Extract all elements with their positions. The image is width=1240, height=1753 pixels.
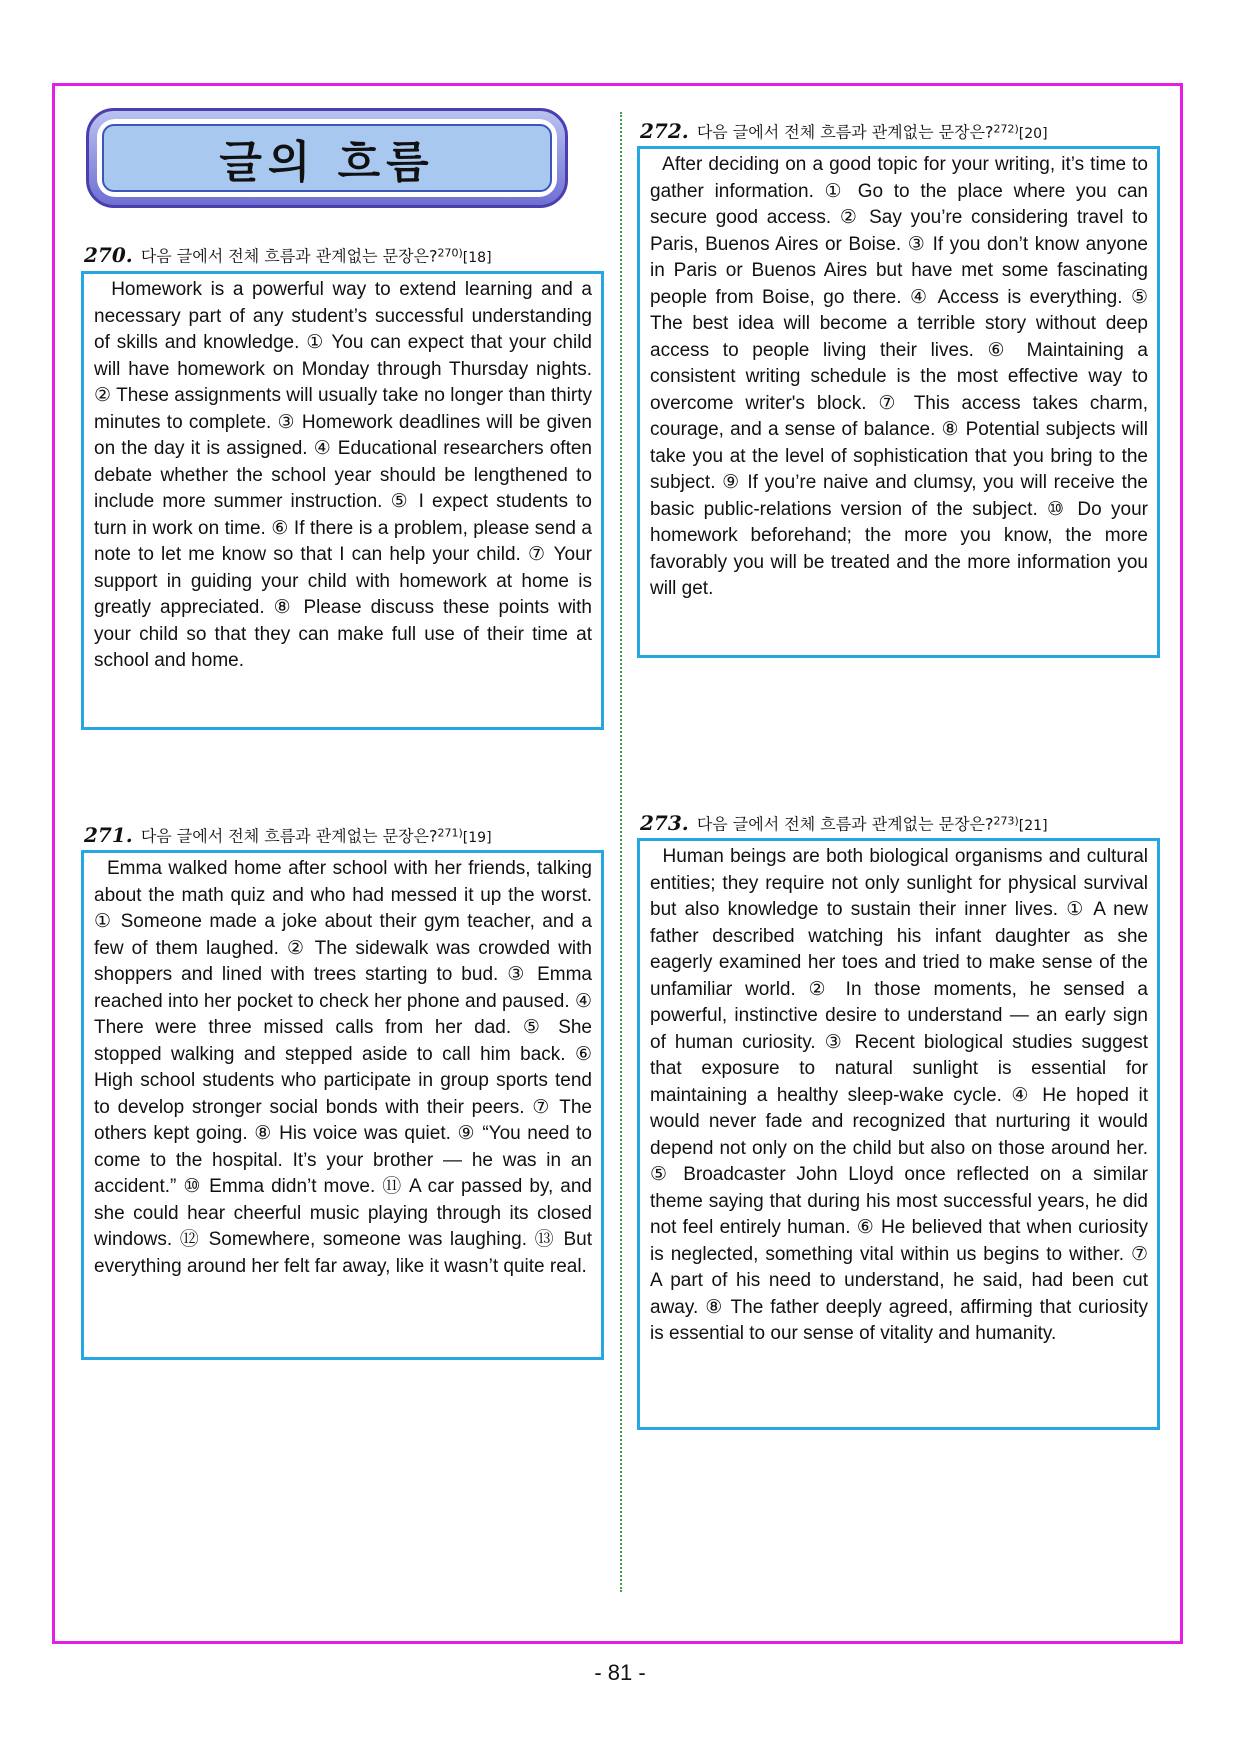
section-title: 글의 흐름 — [219, 137, 435, 188]
question-reference — [993, 814, 1048, 834]
question-273-header — [640, 810, 1048, 837]
footnote-marker: 272) — [993, 122, 1019, 135]
question-prompt: 다음 글에서 전체 흐름과 관계없는 문장은? — [696, 122, 994, 142]
question-number: 272. — [640, 118, 689, 143]
banner-inner — [97, 119, 557, 197]
question-reference — [437, 246, 492, 266]
footnote-marker: 273) — [993, 814, 1019, 827]
question-272-header — [640, 118, 1048, 145]
source-tag: [20] — [1018, 125, 1048, 142]
section-title-banner — [86, 108, 568, 208]
question-273-passage: Human beings are both biological organisms and cultural entities; they require not only sunlight for physical survival but also knowledge to sustain their inner lives. ① A new father described watching his infant daughter as she eagerly examined her toes and tried to make sense of the unfamiliar world. ② In those moments, he sensed a powerful, instinctive desire to understand — an early sign of human curiosity. ③ Recent biological studies suggest that exposure to natural sunlight is essential for maintaining a healthy sleep-wake cycle. ④ He hoped it would never fade and recognized that nurturing it would depend not only on the child but also on those around her. ⑤ Broadcaster John Lloyd once reflected on a similar theme saying that during his most successful years, he did not feel entirely human. ⑥ He believed that when curiosity is neglected, something vital within us begins to wither. ⑦ A part of his need to understand, he said, had been cut away. ⑧ The father deeply agreed, affirming that curiosity is essential to our sense of vitality and humanity. — [637, 838, 1160, 1430]
question-272-passage: After deciding on a good topic for your writing, it’s time to gather information. ① Go to the place where you can secure good access. ② Say you’re considering travel to Paris, Buenos Aires or Boise. ③ If you don’t know anyone in Paris or Buenos Aires but have met some fascinating people from Boise, go there. ④ Access is everything. ⑤ The best idea will become a terrible story without deep access to people living their lives. ⑥ Maintaining a consistent writing schedule is the most effective way to overcome writer's block. ⑦ This access takes charm, courage, and a sense of balance. ⑧ Potential subjects will take you at the level of sophistication that you bring to the subject. ⑨ If you’re naive and clumsy, you will receive the basic public-relations version of the subject. ⑩ Do your homework beforehand; the more you know, the more favorably you will be treated and the more information you will get. — [637, 146, 1160, 658]
question-271-passage: Emma walked home after school with her friends, talking about the math quiz and who had messed it up the worst. ① Someone made a joke about their gym teacher, and a few of them laughed. ② The sidewalk was crowded with shoppers and lined with trees starting to bud. ③ Emma reached into her pocket to check her phone and paused. ④ There were three missed calls from her dad. ⑤ She stopped walking and stepped aside to call him back. ⑥ High school students who participate in group sports tend to develop stronger social bonds with their peers. ⑦ The others kept going. ⑧ His voice was quiet. ⑨ “You need to come to the hospital. It’s your brother — he was in an accident.” ⑩ Emma didn’t move. ⑪ A car passed by, and she could hear cheerful music playing through its closed windows. ⑫ Somewhere, someone was laughing. ⑬ But everything around her felt far away, like it wasn’t quite real. — [81, 850, 604, 1360]
question-reference — [437, 826, 492, 846]
question-prompt: 다음 글에서 전체 흐름과 관계없는 문장은? — [696, 814, 994, 834]
footnote-marker: 271) — [437, 826, 463, 839]
question-number: 270. — [84, 242, 133, 267]
source-tag: [19] — [462, 829, 492, 846]
column-divider — [620, 112, 622, 1592]
question-270-header — [84, 242, 492, 269]
page-number: - 81 - — [594, 1660, 646, 1685]
question-reference — [993, 122, 1048, 142]
source-tag: [18] — [462, 249, 492, 266]
question-271-header — [84, 822, 492, 849]
banner-core — [102, 124, 552, 192]
question-270-passage: Homework is a powerful way to extend learning and a necessary part of any student’s successful understanding of skills and knowledge. ① You can expect that your child will have homework on Monday through Thursday nights. ② These assignments will usually take no longer than thirty minutes to complete. ③ Homework deadlines will be given on the day it is assigned. ④ Educational researchers often debate whether the school year should be lengthened to include more summer instruction. ⑤ I expect students to turn in work on time. ⑥ If there is a problem, please send a note to let me know so that I can help your child. ⑦ Your support in guiding your child with homework at home is greatly appreciated. ⑧ Please discuss these points with your child so that they can make full use of their time at school and home. — [81, 271, 604, 730]
question-prompt: 다음 글에서 전체 흐름과 관계없는 문장은? — [140, 826, 438, 846]
question-prompt: 다음 글에서 전체 흐름과 관계없는 문장은? — [140, 246, 438, 266]
question-number: 273. — [640, 810, 689, 835]
source-tag: [21] — [1018, 817, 1048, 834]
question-number: 271. — [84, 822, 133, 847]
footnote-marker: 270) — [437, 246, 463, 259]
